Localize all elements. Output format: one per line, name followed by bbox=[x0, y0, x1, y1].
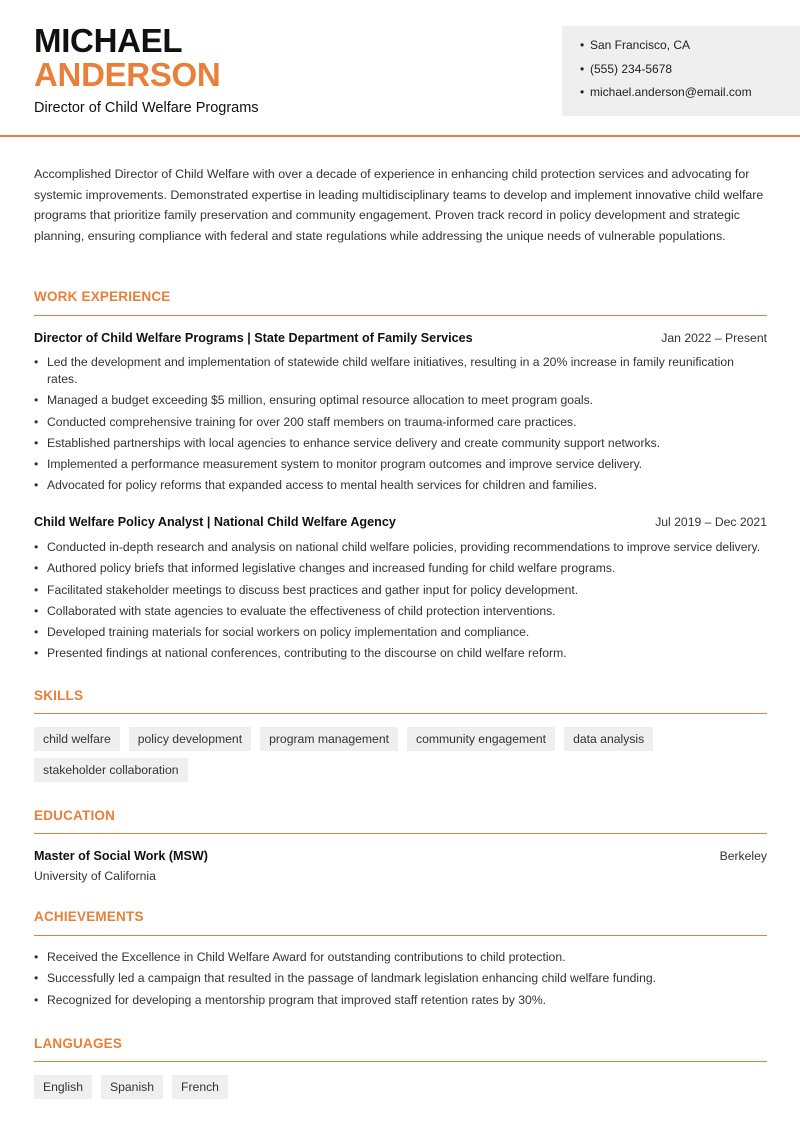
job-title: Director of Child Welfare Programs bbox=[34, 100, 259, 116]
list-item: • Facilitated stakeholder meetings to discuss best practices and gather input for policy development. bbox=[34, 582, 767, 599]
list-item: • Collaborated with state agencies to evaluate the effectiveness of child protection interventions. bbox=[34, 603, 767, 620]
last-name: ANDERSON bbox=[34, 56, 221, 93]
job-title-1: Director of Child Welfare Programs | State Department of Family Services bbox=[34, 331, 473, 345]
section-title-skills: SKILLS bbox=[34, 688, 84, 703]
section-divider bbox=[34, 713, 767, 714]
skill-tag: data analysis bbox=[564, 727, 653, 751]
list-item: • Presented findings at national conferences, contributing to the discourse on child welfare reform. bbox=[34, 645, 767, 662]
list-item: • Led the development and implementation of statewide child welfare initiatives, resulting in a 20% increase in family reunification rates. bbox=[34, 354, 767, 388]
resume-header bbox=[0, 0, 800, 137]
achievements-list bbox=[34, 949, 767, 1013]
language-tag: French bbox=[172, 1075, 228, 1099]
education-location: Berkeley bbox=[719, 849, 767, 863]
skill-tag: child welfare bbox=[34, 727, 120, 751]
skill-tag: policy development bbox=[129, 727, 251, 751]
job-title-2: Child Welfare Policy Analyst | National Child Welfare Agency bbox=[34, 515, 396, 529]
languages-list bbox=[34, 1075, 767, 1099]
contact-box bbox=[562, 26, 800, 116]
list-item: • Successfully led a campaign that resulted in the passage of landmark legislation enhancing child welfare funding. bbox=[34, 970, 767, 987]
contact-email[interactable]: • michael.anderson@email.com bbox=[580, 86, 800, 98]
list-item: • Implemented a performance measurement system to monitor program outcomes and improve service delivery. bbox=[34, 456, 767, 473]
education-degree: Master of Social Work (MSW) bbox=[34, 849, 209, 863]
job-bullets-1 bbox=[34, 354, 767, 499]
section-divider bbox=[34, 935, 767, 936]
job-header bbox=[34, 331, 767, 345]
section-title-work: WORK EXPERIENCE bbox=[34, 289, 171, 304]
profile-summary: Accomplished Director of Child Welfare with over a decade of experience in enhancing child protection services and advocating for systemic improvements. Demonstrated expertise in leading multidisciplinary teams to develop and implement innovative child welfare programs that prioritize family preservation and community engagement. Proven track record in policy development and strategic planning, ensuring compliance with federal and state regulations while addressing the unique needs of vulnerable populations. bbox=[34, 167, 764, 243]
job-dates-2: Jul 2019 – Dec 2021 bbox=[655, 515, 767, 529]
section-title-languages: LANGUAGES bbox=[34, 1036, 123, 1051]
list-item: • Established partnerships with local agencies to enhance service delivery and create community support networks. bbox=[34, 435, 767, 452]
section-divider bbox=[34, 315, 767, 316]
job-dates-1: Jan 2022 – Present bbox=[661, 331, 767, 345]
list-item: • Developed training materials for social workers on policy implementation and compliance. bbox=[34, 624, 767, 641]
section-title-achievements: ACHIEVEMENTS bbox=[34, 909, 144, 924]
list-item: • Recognized for developing a mentorship program that improved staff retention rates by 30%. bbox=[34, 992, 767, 1009]
list-item: • Received the Excellence in Child Welfare Award for outstanding contributions to child protection. bbox=[34, 949, 767, 966]
first-name: MICHAEL bbox=[34, 22, 183, 59]
name-block bbox=[34, 24, 259, 116]
list-item: • Authored policy briefs that informed legislative changes and increased funding for child welfare programs. bbox=[34, 560, 767, 577]
list-item: • Conducted in-depth research and analysis on national child welfare policies, providing recommendations to improve service delivery. bbox=[34, 539, 767, 556]
list-item: • Conducted comprehensive training for over 200 staff members on trauma-informed care practices. bbox=[34, 414, 767, 431]
skill-tag: stakeholder collaboration bbox=[34, 758, 188, 782]
education-school: University of California bbox=[34, 869, 156, 883]
job-header bbox=[34, 515, 767, 529]
contact-location: • San Francisco, CA bbox=[580, 39, 800, 51]
section-divider bbox=[34, 833, 767, 834]
section-title-education: EDUCATION bbox=[34, 808, 116, 823]
list-item: • Managed a budget exceeding $5 million, ensuring optimal resource allocation to meet program goals. bbox=[34, 392, 767, 409]
list-item: • Advocated for policy reforms that expanded access to mental health services for children and families. bbox=[34, 477, 767, 494]
language-tag: Spanish bbox=[101, 1075, 163, 1099]
skill-tag: community engagement bbox=[407, 727, 555, 751]
job-bullets-2 bbox=[34, 539, 767, 667]
language-tag: English bbox=[34, 1075, 92, 1099]
skill-tag: program management bbox=[260, 727, 398, 751]
section-divider bbox=[34, 1061, 767, 1062]
contact-phone: • (555) 234-5678 bbox=[580, 63, 800, 75]
skills-list bbox=[34, 727, 767, 782]
